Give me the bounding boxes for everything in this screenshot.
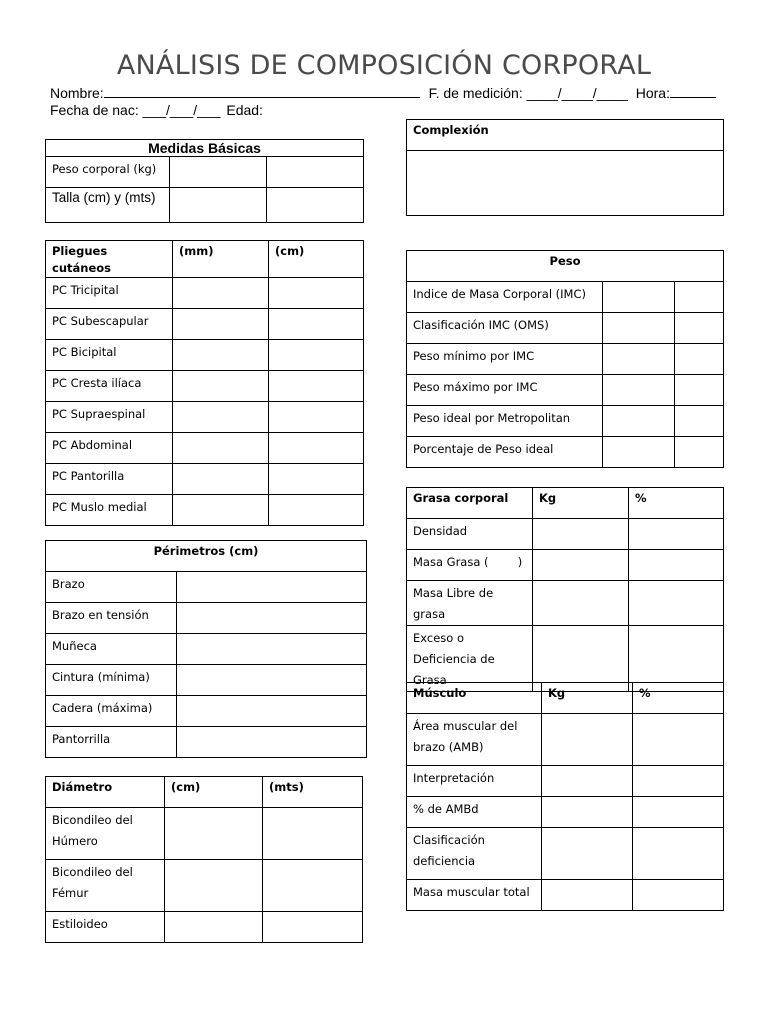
musculo-table (406, 682, 724, 911)
perimetro-row-label: Cadera (máxima) (46, 696, 177, 727)
perimetro-row-label: Cintura (mínima) (46, 665, 177, 696)
pliegues-header-cm: (cm) (269, 241, 364, 278)
peso-row-label: Clasificación IMC (OMS) (407, 313, 603, 344)
complexion-table (406, 119, 724, 216)
musculo-header-kg: Kg (542, 683, 633, 714)
peso-value-cell-2[interactable] (675, 406, 724, 437)
grasa-header-kg: Kg (533, 488, 629, 519)
pliegue-cm-cell[interactable] (269, 402, 364, 433)
diametro-mts-cell[interactable] (263, 912, 363, 943)
pliegues-table (45, 240, 364, 526)
pliegue-cm-cell[interactable] (269, 371, 364, 402)
medidas-basicas-heading: Medidas Básicas (46, 140, 364, 157)
peso-row-label: Peso máximo por IMC (407, 375, 603, 406)
peso-value-cell-1[interactable] (603, 437, 675, 468)
pliegue-cm-cell[interactable] (269, 278, 364, 309)
perimetro-value-cell[interactable] (177, 727, 367, 758)
peso-row-label: Peso ideal por Metropolitan (407, 406, 603, 437)
musculo-header-percent: % (633, 683, 724, 714)
grasa-percent-cell[interactable] (629, 550, 724, 581)
nombre-field[interactable] (104, 86, 420, 98)
peso-row-label: Porcentaje de Peso ideal (407, 437, 603, 468)
diametro-cm-cell[interactable] (165, 808, 263, 860)
musculo-kg-cell[interactable] (542, 880, 633, 911)
musculo-row-label: Área muscular del brazo (AMB) (407, 714, 542, 766)
pliegue-mm-cell[interactable] (173, 402, 269, 433)
perimetro-row-label: Pantorrilla (46, 727, 177, 758)
pliegue-mm-cell[interactable] (173, 371, 269, 402)
diametro-mts-cell[interactable] (263, 808, 363, 860)
grasa-percent-cell[interactable] (629, 519, 724, 550)
perimetro-value-cell[interactable] (177, 696, 367, 727)
pliegue-mm-cell[interactable] (173, 309, 269, 340)
peso-corporal-cell-1[interactable] (170, 157, 267, 188)
peso-value-cell-1[interactable] (603, 313, 675, 344)
header-line-1 (50, 85, 716, 101)
perimetro-value-cell[interactable] (177, 603, 367, 634)
musculo-row-label: Clasificación deficiencia (407, 828, 542, 880)
peso-row-label: Indice de Masa Corporal (IMC) (407, 282, 603, 313)
medicion-label: F. de medición: ____/____/____ (428, 85, 628, 101)
grasa-row-label: Densidad (407, 519, 533, 550)
peso-value-cell-2[interactable] (675, 282, 724, 313)
perimetros-table (45, 540, 367, 758)
grasa-header-percent: % (629, 488, 724, 519)
diametro-table (45, 776, 363, 943)
edad-label: Edad: (226, 102, 263, 118)
complexion-heading: Complexión (407, 120, 724, 151)
pliegues-header-mm: (mm) (173, 241, 269, 278)
grasa-row-label: Masa Grasa ( ) (407, 550, 533, 581)
pliegue-cm-cell[interactable] (269, 464, 364, 495)
diametro-cm-cell[interactable] (165, 912, 263, 943)
musculo-row-label: Masa muscular total (407, 880, 542, 911)
peso-value-cell-1[interactable] (603, 406, 675, 437)
complexion-value-cell[interactable] (407, 151, 724, 216)
peso-value-cell-2[interactable] (675, 344, 724, 375)
pliegue-cm-cell[interactable] (269, 309, 364, 340)
musculo-percent-cell[interactable] (633, 880, 724, 911)
form-title: ANÁLISIS DE COMPOSICIÓN CORPORAL (116, 50, 652, 81)
pliegue-mm-cell[interactable] (173, 495, 269, 526)
musculo-kg-cell[interactable] (542, 766, 633, 797)
pliegue-mm-cell[interactable] (173, 433, 269, 464)
musculo-percent-cell[interactable] (633, 828, 724, 880)
grasa-table (406, 487, 724, 692)
perimetro-row-label: Brazo (46, 572, 177, 603)
peso-value-cell-2[interactable] (675, 437, 724, 468)
grasa-row-label: Masa Libre de grasa (407, 581, 533, 626)
peso-value-cell-2[interactable] (675, 375, 724, 406)
peso-value-cell-2[interactable] (675, 313, 724, 344)
perimetro-value-cell[interactable] (177, 634, 367, 665)
pliegue-mm-cell[interactable] (173, 340, 269, 371)
medidas-basicas-table (45, 139, 364, 223)
grasa-row-label: Exceso o Deficiencia de Grasa (407, 626, 533, 692)
pliegue-row-label: PC Supraespinal (46, 402, 173, 433)
grasa-percent-cell[interactable] (629, 581, 724, 626)
diametro-header-label: Diámetro (46, 777, 165, 808)
grasa-kg-cell[interactable] (533, 581, 629, 626)
musculo-header-label: Músculo (407, 683, 542, 714)
header-line-2 (50, 102, 263, 118)
perimetro-row-label: Brazo en tensión (46, 603, 177, 634)
peso-corporal-label: Peso corporal (kg) (46, 157, 170, 188)
pliegue-mm-cell[interactable] (173, 278, 269, 309)
musculo-kg-cell[interactable] (542, 714, 633, 766)
pliegues-header-label: Pliegues cutáneos (46, 241, 173, 278)
peso-heading: Peso (407, 251, 724, 282)
musculo-percent-cell[interactable] (633, 714, 724, 766)
hora-field[interactable] (670, 86, 716, 98)
pliegue-mm-cell[interactable] (173, 464, 269, 495)
talla-label: Talla (cm) y (mts) (46, 188, 170, 223)
pliegue-row-label: PC Tricipital (46, 278, 173, 309)
pliegue-cm-cell[interactable] (269, 340, 364, 371)
grasa-kg-cell[interactable] (533, 550, 629, 581)
pliegue-cm-cell[interactable] (269, 495, 364, 526)
diametro-header-cm: (cm) (165, 777, 263, 808)
diametro-header-mts: (mts) (263, 777, 363, 808)
nombre-label: Nombre: (50, 85, 104, 101)
pliegue-row-label: PC Pantorilla (46, 464, 173, 495)
peso-value-cell-1[interactable] (603, 344, 675, 375)
perimetro-row-label: Muñeca (46, 634, 177, 665)
diametro-row-label: Bicondileo del Fémur (46, 860, 165, 912)
talla-cell-1[interactable] (170, 188, 267, 223)
talla-cell-2[interactable] (267, 188, 364, 223)
peso-corporal-cell-2[interactable] (267, 157, 364, 188)
peso-table (406, 250, 724, 468)
pliegue-row-label: PC Cresta ilíaca (46, 371, 173, 402)
hora-label: Hora: (635, 85, 670, 101)
diametro-mts-cell[interactable] (263, 860, 363, 912)
pliegue-row-label: PC Abdominal (46, 433, 173, 464)
diametro-row-label: Bicondileo del Húmero (46, 808, 165, 860)
diametro-cm-cell[interactable] (165, 860, 263, 912)
grasa-header-label: Grasa corporal (407, 488, 533, 519)
perimetros-heading: Périmetros (cm) (46, 541, 367, 572)
musculo-kg-cell[interactable] (542, 828, 633, 880)
pliegue-cm-cell[interactable] (269, 433, 364, 464)
diametro-row-label: Estiloideo (46, 912, 165, 943)
musculo-kg-cell[interactable] (542, 797, 633, 828)
perimetro-value-cell[interactable] (177, 572, 367, 603)
perimetro-value-cell[interactable] (177, 665, 367, 696)
pliegue-row-label: PC Muslo medial (46, 495, 173, 526)
pliegue-row-label: PC Bicipital (46, 340, 173, 371)
peso-value-cell-1[interactable] (603, 282, 675, 313)
grasa-kg-cell[interactable] (533, 519, 629, 550)
peso-value-cell-1[interactable] (603, 375, 675, 406)
musculo-percent-cell[interactable] (633, 797, 724, 828)
musculo-row-label: % de AMBd (407, 797, 542, 828)
peso-row-label: Peso mínimo por IMC (407, 344, 603, 375)
musculo-percent-cell[interactable] (633, 766, 724, 797)
pliegue-row-label: PC Subescapular (46, 309, 173, 340)
fecha-nac-label: Fecha de nac: ___/___/___ (50, 102, 221, 118)
musculo-row-label: Interpretación (407, 766, 542, 797)
